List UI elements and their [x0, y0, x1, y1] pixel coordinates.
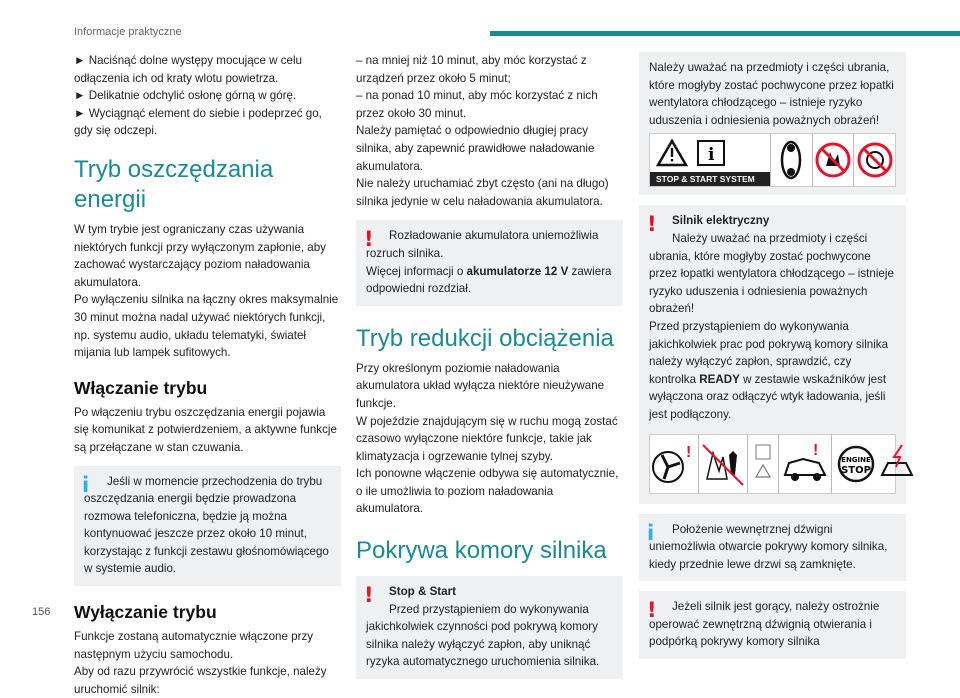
warning-triangle-icon — [650, 134, 771, 186]
engine-stop-text-1: ENGINE — [841, 455, 871, 464]
electric-motor-pictograms — [649, 434, 896, 494]
bullet-item: ► Delikatnie odchylić osłonę górną w górę. — [74, 89, 297, 103]
column-1 — [74, 52, 341, 698]
warning-box-hot-engine: ! Jeżeli silnik jest gorący, należy ostrożnie operować zewnętrzną dźwignią otwierania i podpórką pokrywy komory silnika — [639, 591, 906, 659]
warning-icon: ! — [364, 583, 374, 608]
energy-paragraph-2: Po wyłączeniu silnika na łączny okres maksymalnie 30 minut można nadal używać niektórych funkcji, np. systemu audio, układu telematyki, świateł mijania lub lampek sufitowych. — [74, 293, 339, 360]
load-paragraph-1: Przy określonym poziomie naładowania akumulatora układ wyłącza niektóre nieużywane funkcje. — [356, 361, 605, 410]
info-icon: i — [82, 472, 90, 497]
energy-paragraph-1: W tym trybie jest ograniczany czas używania niektórych funkcji przy wyłączonym zapłonie, aby zachować wystarczający poziom naładowania akumulatora. — [74, 222, 326, 289]
engine-stop-text-2: STOP — [841, 464, 871, 476]
info-icon: i — [647, 520, 655, 545]
warning-icon: ! — [647, 212, 657, 237]
dash-item: – na mniej niż 10 minut, aby móc korzystać z urządzeń przez około 5 minut; — [356, 54, 587, 85]
load-paragraph-2: W pojeździe znajdującym się w ruchu mogą zostać czasowo wyłączone niektóre funkcje, takie jak klimatyzacja i ogrzewanie tylnej szyby. — [356, 414, 618, 463]
header-accent-bar — [490, 31, 960, 36]
disable-paragraph-2: Aby od razu przywrócić wszystkie funkcje, należy uruchomić silnik: — [74, 665, 327, 696]
section-title-hood: Pokrywa komory silnika — [356, 537, 607, 565]
svg-text:!: ! — [813, 441, 819, 459]
battery-paragraph-2: Nie należy uruchamiać zbyt często (ani na długo) silnika jedynie w celu naładowania akumulatora. — [356, 177, 609, 208]
section-title-energy-saving: Tryb oszczędzania energii — [74, 155, 274, 213]
car-hood-danger-icon — [779, 435, 832, 493]
fan-belt-icon — [771, 134, 813, 186]
manual-warning-icon — [748, 435, 779, 493]
subsection-title-disable: Wyłączanie trybu — [74, 602, 217, 623]
bullet-item: ► Wyciągnąć element do siebie i podeprzeć go, gdy się odczepi. — [74, 106, 322, 138]
column-3 — [639, 52, 906, 659]
no-fan-icon — [854, 134, 895, 186]
stop-start-pictograms — [649, 133, 896, 187]
info-box-phone-call: i Jeśli w momencie przechodzenia do trybu oszczędzania energii będzie prowadzona rozmowa telefoniczna, będzie ją można kontynuować jeszcze przez około 10 minut, korzystając z funkcji zestawu głośnomówiącego w systemie audio. — [74, 466, 341, 587]
enable-paragraph: Po włączeniu trybu oszczędzania energii pojawia się komunikat z potwierdzeniem, a aktywne funkcje są przełączane w stan czuwania. — [74, 405, 337, 454]
svg-text:!: ! — [686, 443, 692, 461]
page-number: 156 — [32, 606, 51, 618]
load-paragraph-3: Ich ponowne włączenie odbywa się automatycznie, o ile umożliwia to poziom naładowania akumulatora. — [356, 467, 619, 516]
column-2 — [356, 52, 623, 679]
warning-icon: ! — [647, 598, 657, 623]
warning-icon: ! — [364, 227, 374, 252]
bullet-item: ► Naciśnąć dolne występy mocujące w celu odłączenia ich od kraty wlotu powietrza. — [74, 54, 302, 85]
battery-paragraph-1: Należy pamiętać o odpowiednio długiej pracy silnika, aby zapewnić prawidłowe naładowanie akumulatora. — [356, 124, 595, 173]
fan-warning-box: Należy uważać na przedmioty i części ubrania, które mogłyby zostać pochwycone przez łopatki wentylatora chłodzącego – istnieje ryzyko uduszenia i odniesienia poważnych obrażeń! i STOP & START SYSTEM — [639, 52, 906, 195]
warning-box-electric-motor: ! Silnik elektryczny Należy uważać na przedmioty i części ubrania, które mogłyby zostać pochwycone przez łopatki wentylatora chłodzącego – istnieje ryzyko uduszenia i odniesienia poważnych obrażeń! Przed przystąpieniem do wykonywania jakichkolwiek prac pod pokrywą komory silnika należy wyłączyć zapłon, sprawdzić, czy kontrolka READY w zestawie wskaźników jest wyłączona oraz odłączyć wtyk ładowania, jeśli jest podłączony. ! ! ENGINE STOP — [639, 205, 906, 503]
dash-item: – na ponad 10 minut, aby móc korzystać z nich przez około 30 minut. — [356, 89, 598, 120]
no-tie-icon — [699, 435, 748, 493]
warning-box-stop-start: ! Stop & Start Przed przystąpieniem do wykonywania jakichkolwiek czynności pod pokrywą komory silnika należy wyłączyć zapłon, aby uniknąć ryzyka automatycznego uruchomienia silnika. — [356, 576, 623, 679]
engine-stop-icon — [832, 435, 916, 493]
disable-paragraph-1: Funkcje zostaną automatycznie włączone przy następnym użyciu samochodu. — [74, 630, 314, 661]
fan-danger-icon — [650, 435, 699, 493]
subsection-title-enable: Włączanie trybu — [74, 377, 208, 398]
info-box-hood-lever: i Położenie wewnętrznej dźwigni uniemożliwia otwarcie pokrywy komory silnika, kiedy przednie lewe drzwi są zamknięte. — [639, 514, 906, 582]
no-hand-icon — [813, 134, 855, 186]
warning-box-battery: ! Rozładowanie akumulatora uniemożliwia rozruch silnika. Więcej informacji o akumulatorze 12 V zawiera odpowiedni rozdział. — [356, 220, 623, 305]
section-title-load-reduction: Tryb redukcji obciążenia — [356, 324, 614, 352]
bullet-list — [74, 52, 341, 140]
running-header: Informacje praktyczne — [74, 26, 182, 38]
stop-start-label: STOP & START SYSTEM — [650, 172, 770, 186]
svg-text:i: i — [708, 145, 715, 166]
